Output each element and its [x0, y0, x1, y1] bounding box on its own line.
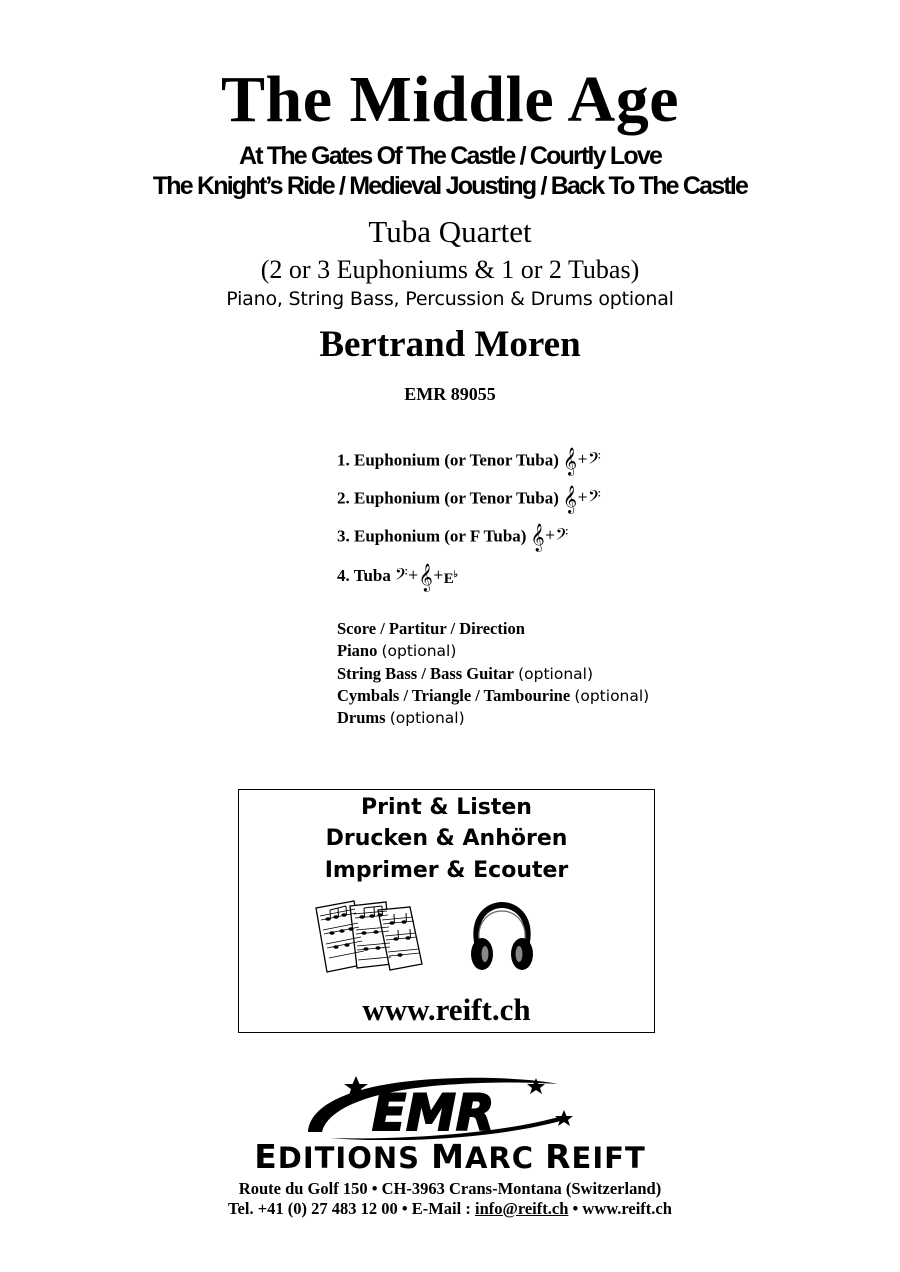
publisher-name: EDITIONS MARC REIFT	[254, 1137, 646, 1176]
bass-clef-icon: 𝄢	[588, 486, 601, 510]
movement-titles-line-1: At The Gates Of The Castle / Courtly Love	[238, 142, 662, 170]
email-link[interactable]: info@reift.ch	[474, 1199, 569, 1218]
instrumentation: Tuba Quartet	[368, 214, 532, 249]
star-icon	[555, 1110, 573, 1126]
material-note: (optional)	[389, 709, 465, 727]
part-item	[337, 486, 601, 513]
part-item	[337, 448, 601, 475]
instrumentation-detail: (2 or 3 Euphoniums & 1 or 2 Tubas)	[260, 255, 640, 284]
bass-clef-icon: 𝄢	[588, 448, 601, 472]
material-label: Score / Partitur / Direction	[337, 619, 525, 638]
print-listen-line-fr: Imprimer & Ecouter	[324, 858, 569, 883]
material-item	[337, 707, 465, 729]
material-item	[337, 640, 456, 662]
material-label: Drums	[337, 708, 386, 727]
treble-clef-icon: 𝄞	[562, 447, 578, 475]
part-item	[337, 563, 458, 591]
emr-logo	[300, 1074, 580, 1140]
clef-group: 𝄞+𝄢	[562, 447, 601, 475]
part-label: 1. Euphonium (or Tenor Tuba)	[337, 450, 559, 470]
material-note: (optional)	[574, 687, 650, 705]
print-listen-line-de: Drucken & Anhören	[325, 826, 568, 851]
treble-clef-icon: 𝄞	[562, 485, 578, 513]
clef-group: 𝄞+𝄢	[562, 485, 601, 513]
movement-titles-line-2: The Knight’s Ride / Medieval Jousting / Back To The Castle	[152, 172, 748, 200]
material-note: (optional)	[381, 642, 457, 660]
bass-clef-icon: 𝄢	[555, 524, 569, 548]
material-item	[337, 663, 593, 685]
treble-clef-icon: 𝄞	[418, 563, 433, 591]
material-label: String Bass / Bass Guitar	[337, 664, 514, 683]
treble-clef-icon: 𝄞	[530, 523, 545, 551]
clef-group: 𝄢+𝄞+E♭	[394, 563, 459, 591]
material-label: Cymbals / Triangle / Tambourine	[337, 686, 571, 705]
material-note: (optional)	[518, 665, 593, 683]
material-item	[337, 685, 649, 707]
catalog-number: EMR 89055	[404, 384, 496, 404]
page-title: The Middle Age	[220, 63, 679, 136]
composer-name: Bertrand Moren	[319, 324, 581, 365]
website-url[interactable]: www.reift.ch	[362, 992, 531, 1027]
e-flat-label: E♭	[443, 569, 459, 587]
material-label: Piano	[337, 641, 378, 660]
print-listen-box	[238, 789, 655, 1033]
optional-instruments: Piano, String Bass, Percussion & Drums optional	[226, 288, 674, 310]
publisher-address: Route du Golf 150 • CH-3963 Crans-Montana (Switzerland)	[238, 1179, 662, 1198]
part-item	[337, 524, 568, 551]
part-label: 4. Tuba	[337, 565, 391, 585]
part-label: 2. Euphonium (or Tenor Tuba)	[337, 488, 559, 508]
clef-group: 𝄞+𝄢	[530, 523, 569, 551]
sheet-music-icon	[314, 898, 426, 978]
bass-clef-icon: 𝄢	[394, 564, 408, 588]
logo-text: EMR	[372, 1084, 495, 1140]
part-label: 3. Euphonium (or F Tuba)	[337, 526, 527, 546]
headphones-icon	[467, 902, 537, 974]
publisher-contact: Tel. +41 (0) 27 483 12 00 • E-Mail : info@reift.ch • www.reift.ch	[228, 1199, 672, 1218]
material-item	[337, 618, 525, 640]
print-listen-line-en: Print & Listen	[361, 795, 532, 820]
